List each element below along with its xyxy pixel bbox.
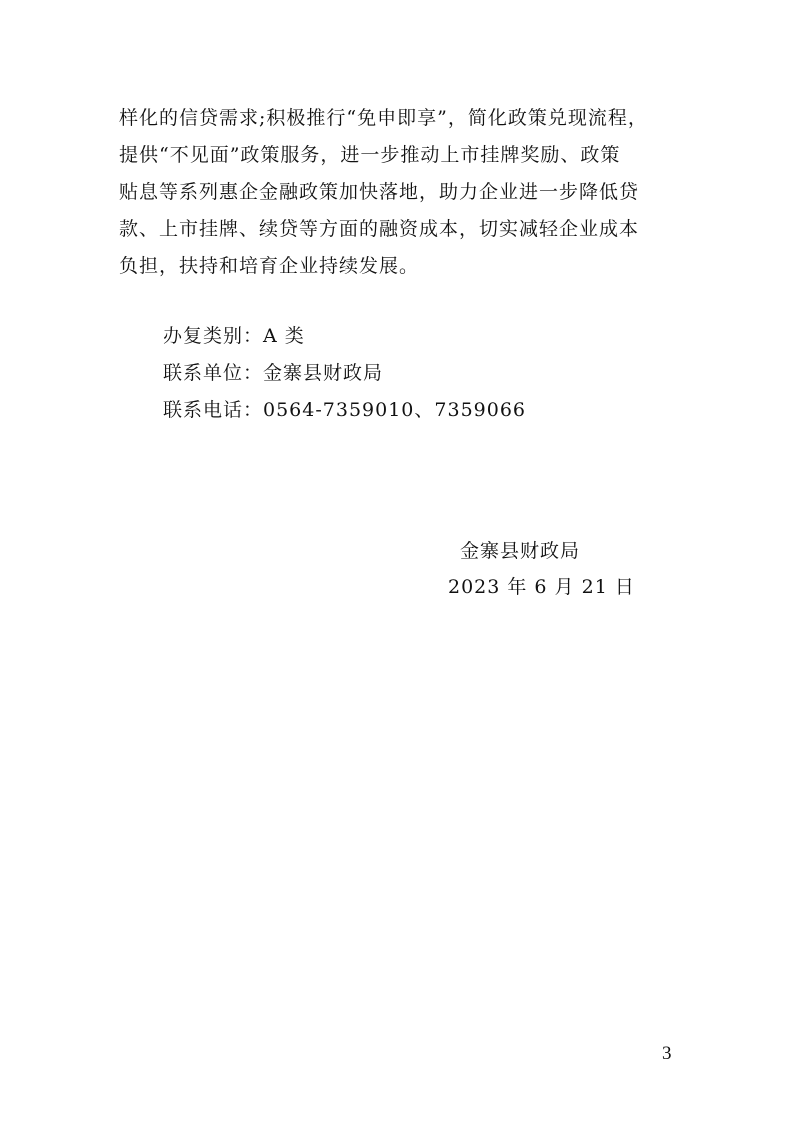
page-number: 3 bbox=[662, 1043, 672, 1064]
body-line: 贴息等系列惠企金融政策加快落地，助力企业进一步降低贷 bbox=[119, 181, 640, 203]
signature-org: 金寨县财政局 bbox=[460, 540, 581, 562]
signature-block bbox=[448, 533, 635, 605]
contact-phone: 联系电话：0564-7359010、7359066 bbox=[163, 399, 527, 421]
body-line: 款、上市挂牌、续贷等方面的融资成本，切实减轻企业成本 bbox=[119, 218, 640, 240]
body-line: 样化的信贷需求;积极推行“免申即享”，简化政策兑现流程， bbox=[119, 107, 648, 129]
contact-unit: 联系单位：金寨县财政局 bbox=[163, 362, 384, 384]
signature-date: 2023 年 6 月 21 日 bbox=[448, 576, 635, 598]
body-line: 负担，扶持和培育企业持续发展。 bbox=[119, 255, 420, 277]
body-line: 提供“不见面”政策服务，进一步推动上市挂牌奖励、政策 bbox=[119, 144, 621, 166]
contact-info bbox=[163, 318, 526, 429]
handling-category: 办复类别：A 类 bbox=[163, 325, 305, 347]
body-paragraph bbox=[119, 100, 689, 285]
